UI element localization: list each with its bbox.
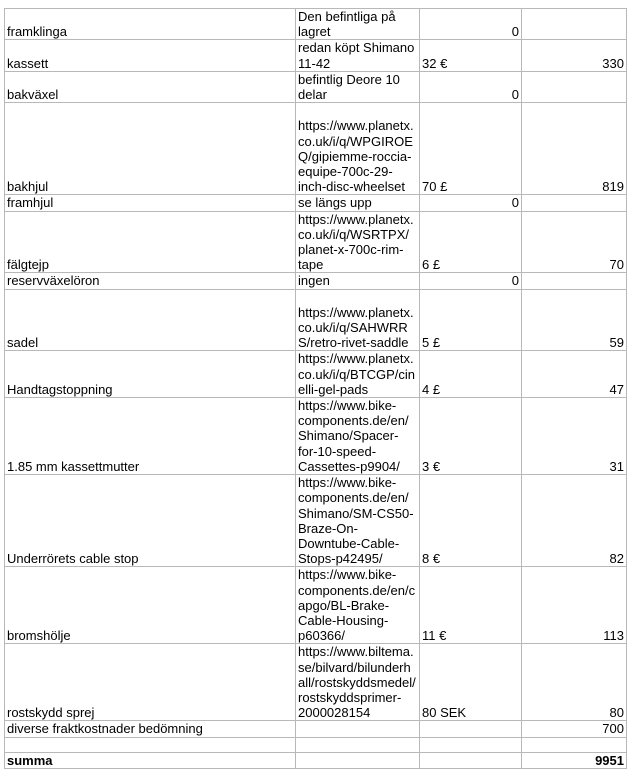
cost-cell[interactable]: 3 €	[420, 398, 522, 475]
sek-cell[interactable]	[522, 195, 627, 211]
item-cell[interactable]: Handtagstoppning	[5, 351, 296, 398]
sek-cell[interactable]	[522, 737, 627, 752]
item-cell[interactable]: framhjul	[5, 195, 296, 211]
item-cell[interactable]: bakväxel	[5, 71, 296, 102]
source-cell[interactable]: se längs upp	[296, 195, 420, 211]
source-cell[interactable]: redan köpt Shimano 11-42	[296, 40, 420, 71]
sek-cell[interactable]: 80	[522, 644, 627, 721]
sek-cell[interactable]: 113	[522, 567, 627, 644]
sek-cell[interactable]	[522, 71, 627, 102]
source-cell[interactable]: https://www.planetx. co.uk/i/q/WPGIROE Q/gipiemme-roccia- equipe-700c-29- inch-disc-wheelset	[296, 103, 420, 195]
table-row	[5, 103, 627, 195]
total-value[interactable]: 9951	[522, 752, 627, 768]
sek-cell[interactable]: 31	[522, 398, 627, 475]
sek-cell[interactable]: 59	[522, 289, 627, 351]
source-cell[interactable]: https://www.biltema. se/bilvard/bilunderh all/rostskyddsmedel/ rostskyddsprimer- 2000028154	[296, 644, 420, 721]
table-row	[5, 273, 627, 289]
cost-cell[interactable]: 0	[420, 71, 522, 102]
cost-cell[interactable]	[420, 721, 522, 737]
sek-cell[interactable]: 330	[522, 40, 627, 71]
item-cell[interactable]: Underrörets cable stop	[5, 475, 296, 567]
table-row	[5, 351, 627, 398]
item-cell[interactable]: framklinga	[5, 9, 296, 40]
source-cell[interactable]: https://www.bike- components.de/en/ Shimano/SM-CS50- Braze-On- Downtube-Cable- Stops-p42495/	[296, 475, 420, 567]
table-row	[5, 211, 627, 273]
item-cell[interactable]: sadel	[5, 289, 296, 351]
table-row	[5, 398, 627, 475]
cost-cell[interactable]: 0	[420, 195, 522, 211]
source-cell[interactable]	[296, 737, 420, 752]
item-cell[interactable]: rostskydd sprej	[5, 644, 296, 721]
cost-cell[interactable]: 11 €	[420, 567, 522, 644]
sek-cell[interactable]: 700	[522, 721, 627, 737]
sek-cell[interactable]	[522, 273, 627, 289]
cost-cell[interactable]: 0	[420, 9, 522, 40]
source-cell[interactable]: https://www.bike- components.de/en/ Shimano/Spacer- for-10-speed- Cassettes-p9904/	[296, 398, 420, 475]
cost-cell[interactable]: 4 £	[420, 351, 522, 398]
source-cell[interactable]	[296, 752, 420, 768]
table-row	[5, 71, 627, 102]
source-cell[interactable]: https://www.planetx. co.uk/i/q/BTCGP/cin elli-gel-pads	[296, 351, 420, 398]
table-row	[5, 644, 627, 721]
item-cell[interactable]: kassett	[5, 40, 296, 71]
source-cell[interactable]: https://www.planetx. co.uk/i/q/SAHWRR S/retro-rivet-saddle	[296, 289, 420, 351]
cost-cell[interactable]: 0	[420, 273, 522, 289]
table-row	[5, 721, 627, 737]
parts-cost-table	[4, 8, 627, 769]
item-cell[interactable]: fälgtejp	[5, 211, 296, 273]
source-cell[interactable]: ingen	[296, 273, 420, 289]
table-row	[5, 9, 627, 40]
cost-cell[interactable]: 80 SEK	[420, 644, 522, 721]
item-cell[interactable]: bakhjul	[5, 103, 296, 195]
cost-cell[interactable]	[420, 737, 522, 752]
total-row	[5, 752, 627, 768]
table-row	[5, 195, 627, 211]
sek-cell[interactable]: 82	[522, 475, 627, 567]
cost-cell[interactable]: 32 €	[420, 40, 522, 71]
cost-cell[interactable]: 6 £	[420, 211, 522, 273]
source-cell[interactable]	[296, 721, 420, 737]
item-cell[interactable]: 1.85 mm kassettmutter	[5, 398, 296, 475]
item-cell[interactable]: diverse fraktkostnader bedömning	[5, 721, 296, 737]
cost-cell[interactable]: 5 £	[420, 289, 522, 351]
item-cell[interactable]	[5, 737, 296, 752]
sek-cell[interactable]: 819	[522, 103, 627, 195]
item-cell[interactable]: reservväxelöron	[5, 273, 296, 289]
item-cell[interactable]: bromshölje	[5, 567, 296, 644]
source-cell[interactable]: https://www.bike- components.de/en/c apgo/BL-Brake- Cable-Housing- p60366/	[296, 567, 420, 644]
cost-cell[interactable]: 70 £	[420, 103, 522, 195]
table-row	[5, 737, 627, 752]
table-row	[5, 40, 627, 71]
total-label[interactable]: summa	[5, 752, 296, 768]
table-row	[5, 567, 627, 644]
table-row	[5, 475, 627, 567]
sek-cell[interactable]: 47	[522, 351, 627, 398]
cost-cell[interactable]: 8 €	[420, 475, 522, 567]
cost-cell[interactable]	[420, 752, 522, 768]
source-cell[interactable]: Den befintliga på lagret	[296, 9, 420, 40]
source-cell[interactable]: befintlig Deore 10 delar	[296, 71, 420, 102]
table-row	[5, 289, 627, 351]
sek-cell[interactable]	[522, 9, 627, 40]
sek-cell[interactable]: 70	[522, 211, 627, 273]
source-cell[interactable]: https://www.planetx. co.uk/i/q/WSRTPX/ planet-x-700c-rim- tape	[296, 211, 420, 273]
